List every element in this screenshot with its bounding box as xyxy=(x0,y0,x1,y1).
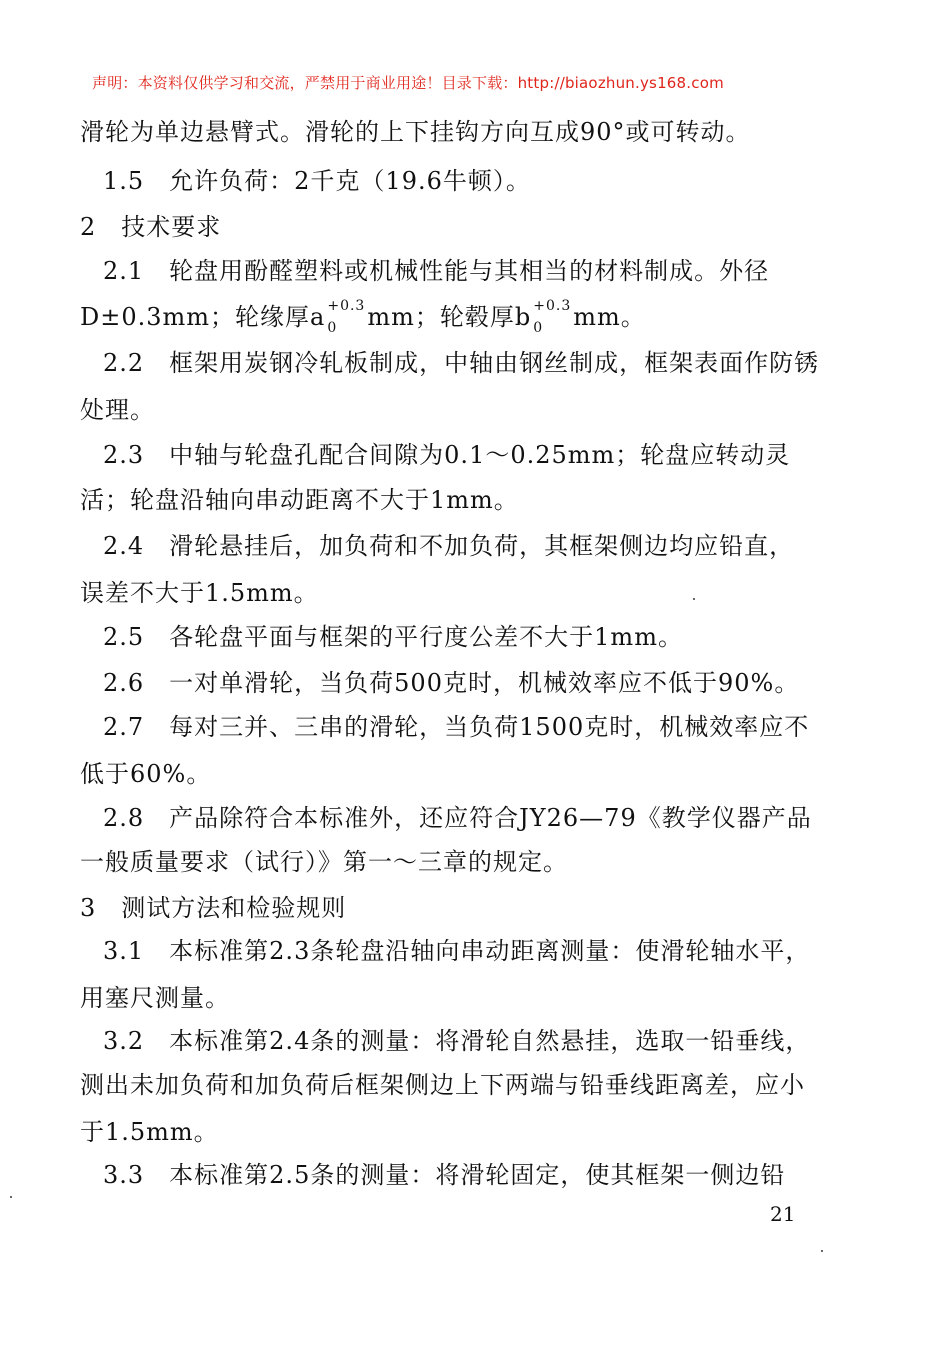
tolerance-lower: 0 xyxy=(327,319,338,336)
text-line: 于1.5mm。 xyxy=(80,1118,219,1146)
tolerance-superscript xyxy=(533,297,572,336)
text-line: 2.8 产品除符合本标准外，还应符合JY26—79《教学仪器产品 xyxy=(103,804,812,832)
text-line: 一般质量要求（试行）》第一～三章的规定。 xyxy=(80,848,568,876)
page-number: 21 xyxy=(770,1202,796,1226)
text-line: 2.5 各轮盘平面与框架的平行度公差不大于1mm。 xyxy=(103,623,683,651)
tolerance-superscript xyxy=(327,297,366,336)
text-line: 2.3 中轴与轮盘孔配合间隙为0.1～0.25mm；轮盘应转动灵 xyxy=(103,441,791,469)
text-line: 3.3 本标准第2.5条的测量：将滑轮固定，使其框架一侧边铅 xyxy=(103,1161,786,1189)
text-line: 2.6 一对单滑轮，当负荷500克时，机械效率应不低于90%。 xyxy=(103,669,800,697)
copyright-notice: 声明：本资料仅供学习和交流，严禁用于商业用途！目录下载：http://biaozhun.ys168.com xyxy=(92,74,724,92)
section-heading: 2 技术要求 xyxy=(80,213,222,241)
text-line: 2.2 框架用炭钢冷轧板制成，中轴由钢丝制成，框架表面作防锈 xyxy=(103,349,820,377)
text-line: 2.1 轮盘用酚醛塑料或机械性能与其相当的材料制成。外径 xyxy=(103,257,770,285)
text-line: 测出未加负荷和加负荷后框架侧边上下两端与铅垂线距离差，应小 xyxy=(80,1071,805,1099)
text-fragment: D±0.3mm；轮缘厚a xyxy=(80,303,326,331)
text-line: 用塞尺测量。 xyxy=(80,984,230,1012)
scan-speck xyxy=(821,1250,823,1252)
text-fragment: mm。 xyxy=(573,303,646,331)
text-line: 活；轮盘沿轴向串动距离不大于1mm。 xyxy=(80,486,519,514)
scan-speck xyxy=(693,598,695,600)
text-line: 误差不大于1.5mm。 xyxy=(80,579,319,607)
text-line: 滑轮为单边悬臂式。滑轮的上下挂钩方向互成90°或可转动。 xyxy=(80,118,751,146)
scan-speck xyxy=(10,1196,12,1198)
section-heading: 3 测试方法和检验规则 xyxy=(80,894,347,922)
text-line: 3.1 本标准第2.3条轮盘沿轴向串动距离测量：使滑轮轴水平， xyxy=(103,937,811,965)
text-line: 3.2 本标准第2.4条的测量：将滑轮自然悬挂，选取一铅垂线， xyxy=(103,1027,811,1055)
text-line-with-tolerances xyxy=(80,297,646,336)
tolerance-upper: +0.3 xyxy=(327,297,366,314)
text-line: 2.7 每对三并、三串的滑轮，当负荷1500克时，机械效率应不 xyxy=(103,713,810,741)
text-line: 2.4 滑轮悬挂后，加负荷和不加负荷，其框架侧边均应铅直， xyxy=(103,532,795,560)
text-line: 低于60%。 xyxy=(80,760,212,788)
text-line: 1.5 允许负荷：2千克（19.6牛顿）。 xyxy=(103,167,531,195)
tolerance-upper: +0.3 xyxy=(533,297,572,314)
text-fragment: mm；轮毂厚b xyxy=(367,303,532,331)
text-line: 处理。 xyxy=(80,396,155,424)
tolerance-lower: 0 xyxy=(533,319,544,336)
